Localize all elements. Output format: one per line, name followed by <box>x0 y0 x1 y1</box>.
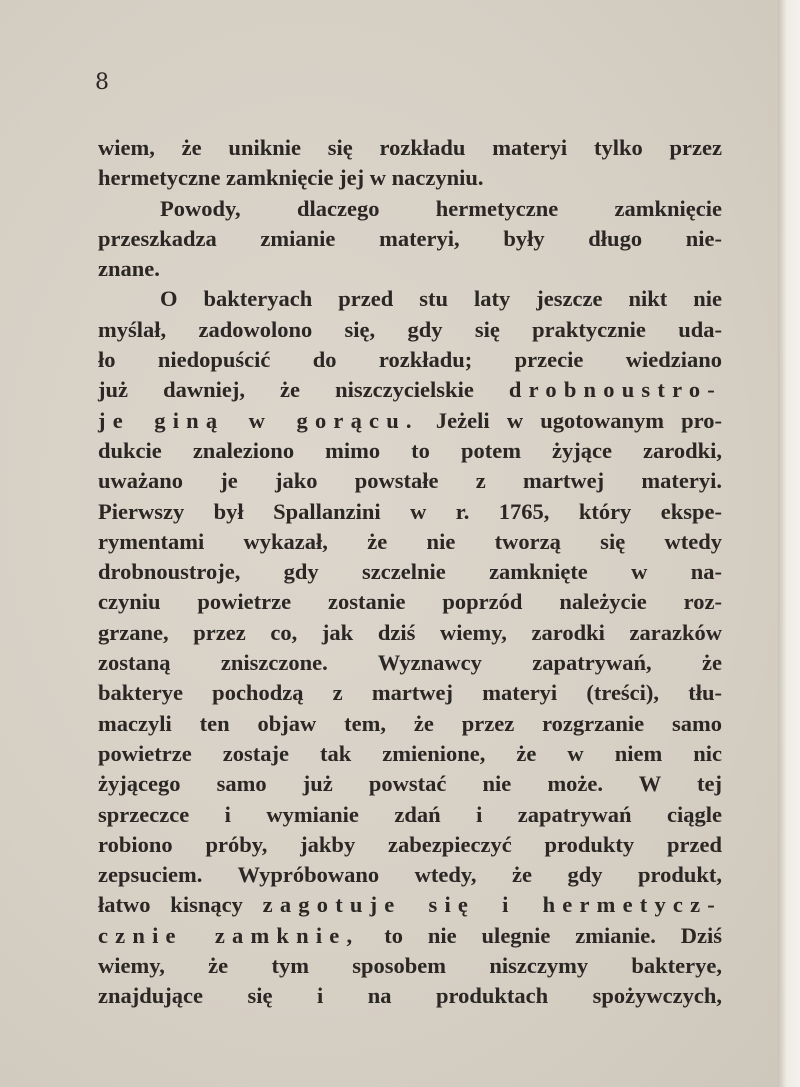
text-line <box>98 678 722 708</box>
text-segment: robiono próby, jakby zabezpieczyć produkty przed <box>98 831 722 857</box>
text-line <box>98 406 722 436</box>
text-segment: myślał, zadowolono się, gdy się praktycznie uda- <box>98 316 722 342</box>
text-line <box>98 133 722 163</box>
text-line <box>98 800 722 830</box>
text-segment: Pierwszy był Spallanzini w r. 1765, który ekspe- <box>98 498 722 524</box>
text-line <box>98 466 722 496</box>
spaced-emphasis: cznie zamknie, <box>98 922 360 948</box>
text-segment: znane. <box>98 256 160 282</box>
text-line <box>98 830 722 860</box>
text-segment: wiem, że uniknie się rozkładu materyi tylko przez <box>98 135 722 160</box>
text-line <box>98 739 722 769</box>
spaced-emphasis: zagotuje się i hermetycz- <box>262 892 722 918</box>
text-line <box>98 921 722 951</box>
text-line <box>98 375 722 405</box>
text-line <box>98 709 722 739</box>
page-edge <box>778 0 800 1087</box>
text-line <box>98 497 722 527</box>
text-line <box>98 557 722 587</box>
text-segment: rymentami wykazał, że nie tworzą się wtedy <box>98 528 722 554</box>
text-segment: dukcie znaleziono mimo to potem żyjące zarodki, <box>98 437 722 463</box>
text-segment: znajdujące się i na produktach spożywczych, <box>98 983 722 1009</box>
text-segment: uważano je jako powstałe z martwej materyi. <box>98 468 722 494</box>
text-segment: hermetyczne zamknięcie jej w naczyniu. <box>98 165 484 191</box>
text-segment: drobnoustroje, gdy szczelnie zamknięte w na- <box>98 559 722 585</box>
text-segment: wiemy, że tym sposobem niszczymy bakterye, <box>98 953 722 979</box>
text-line <box>98 436 722 466</box>
spaced-emphasis: je giną w gorącu. <box>98 407 419 433</box>
page-number: 8 <box>95 70 109 95</box>
text-segment: już dawniej, że niszczycielskie <box>98 377 509 403</box>
text-segment: zostaną zniszczone. Wyznawcy zapatrywań, że <box>98 650 722 676</box>
text-segment: powietrze zostaje tak zmienione, że w niem nic <box>98 740 722 766</box>
text-line <box>98 194 722 224</box>
text-segment: maczyli ten objaw tem, że przez rozgrzanie samo <box>98 710 722 736</box>
text-segment: łatwo kisnący <box>98 892 263 918</box>
text-segment: żyjącego samo już powstać nie może. W tej <box>98 771 722 797</box>
body-text <box>98 133 722 1012</box>
text-segment: to nie ulegnie zmianie. Dziś <box>359 922 722 948</box>
text-line <box>98 951 722 981</box>
text-segment: sprzeczce i wymianie zdań i zapatrywań ciągle <box>98 801 722 827</box>
text-segment: Jeżeli w ugotowanym pro- <box>418 407 722 433</box>
text-line <box>98 618 722 648</box>
text-line <box>98 890 722 920</box>
text-segment: ło niedopuścić do rozkładu; przecie wiedziano <box>98 347 722 373</box>
text-line <box>98 981 722 1011</box>
text-line <box>98 769 722 799</box>
text-segment: czyniu powietrze zostanie poprzód należycie roz- <box>98 589 722 615</box>
text-line <box>98 527 722 557</box>
text-segment: bakterye pochodzą z martwej materyi (treści), tłu- <box>98 680 722 706</box>
text-line <box>98 345 722 375</box>
text-segment: grzane, przez co, jak dziś wiemy, zarodki zarazków <box>98 619 722 645</box>
text-segment: Powody, dlaczego hermetyczne zamknięcie <box>160 195 722 221</box>
text-segment: zepsuciem. Wypróbowano wtedy, że gdy produkt, <box>98 862 722 888</box>
text-line <box>98 648 722 678</box>
text-line <box>98 163 722 193</box>
text-segment: O bakteryach przed stu laty jeszcze nikt nie <box>160 286 722 312</box>
text-line <box>98 315 722 345</box>
text-line <box>98 284 722 314</box>
text-line <box>98 254 722 284</box>
text-line <box>98 860 722 890</box>
spaced-emphasis: drobnoustro- <box>508 377 722 403</box>
text-segment: przeszkadza zmianie materyi, były długo nie- <box>98 225 722 251</box>
text-line <box>98 587 722 617</box>
text-line <box>98 224 722 254</box>
